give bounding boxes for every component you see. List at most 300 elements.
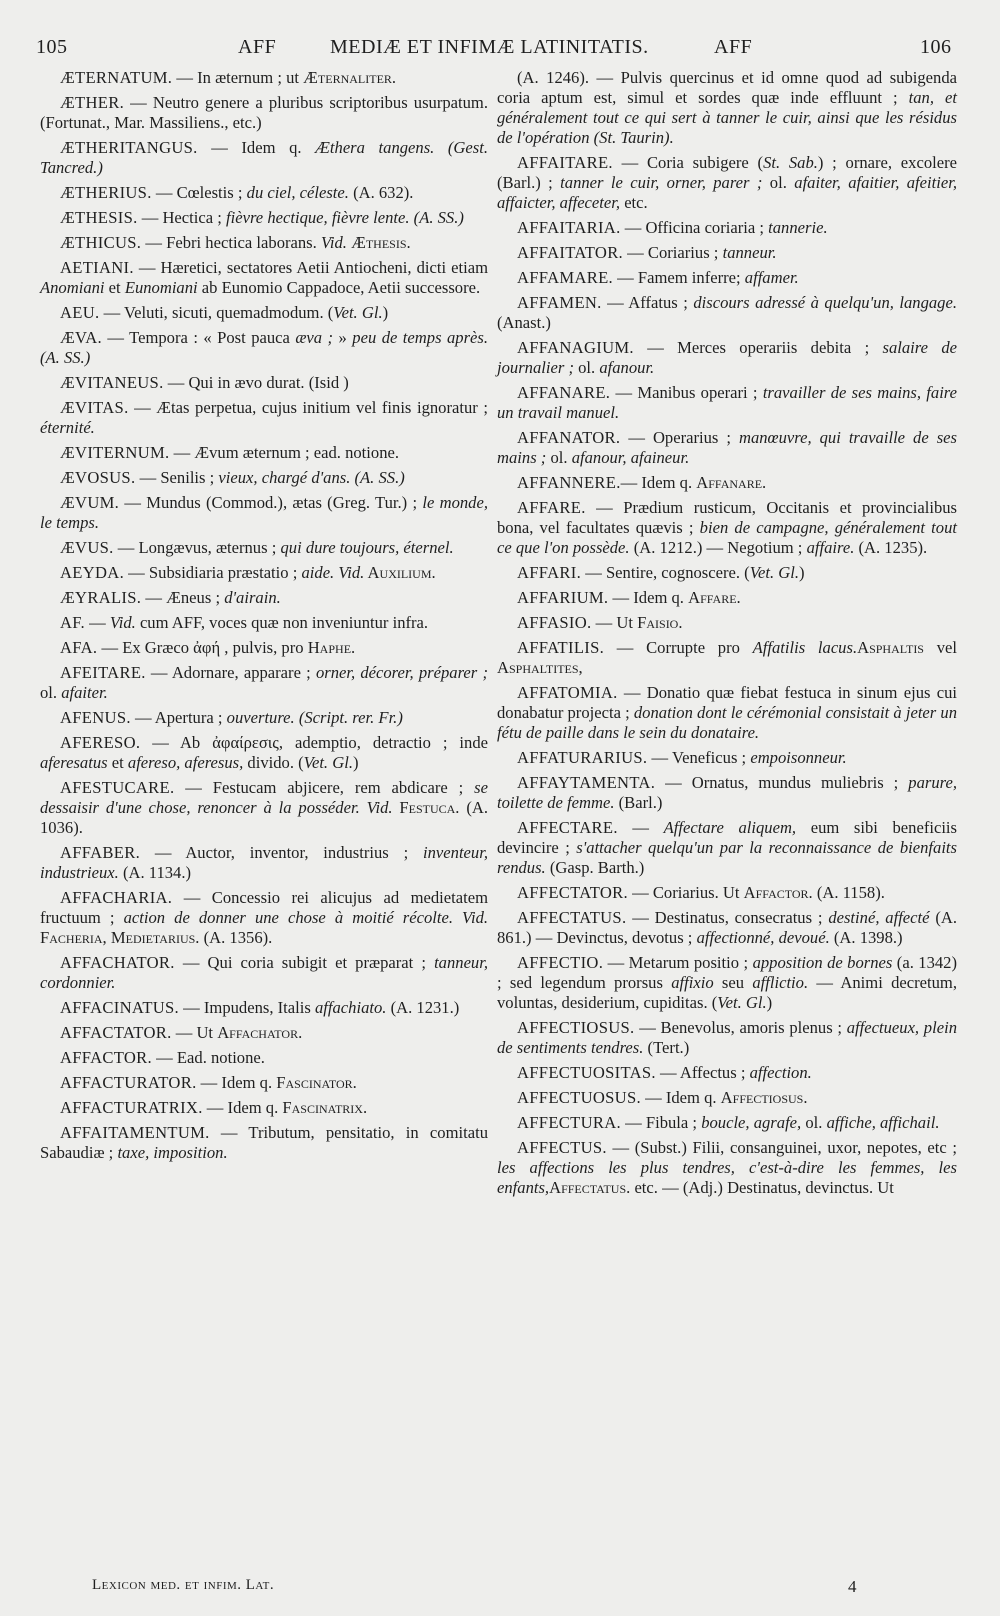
entry-definition-text: — Tributum, pensitatio, in comitatu Sabaudiæ ; xyxy=(40,1123,488,1162)
entry-headword: AFFECTUOSUS. xyxy=(517,1088,641,1107)
entry-italic-gloss: se dessaisir d'une chose, renoncer à la posséder. Vid. xyxy=(40,778,488,817)
dictionary-entry xyxy=(497,1113,957,1133)
entry-definition-text: (A. 1134.) xyxy=(118,863,192,882)
entry-definition-text: — Ab ἀφαίρεσις, ademptio, detractio ; inde xyxy=(140,733,488,752)
entry-headword: ÆTHERITANGUS. xyxy=(60,138,198,157)
entry-definition-text: — Idem q. xyxy=(202,1098,283,1117)
entry-italic-gloss: affachiato. xyxy=(314,998,387,1017)
dictionary-entry xyxy=(40,468,488,488)
entry-definition-text: — Qui in ævo durat. (Isid ) xyxy=(163,373,349,392)
entry-headword: AFFECTIOSUS. xyxy=(517,1018,635,1037)
entry-italic-gloss: tanner le cuir, orner, parer ; xyxy=(560,173,763,192)
entry-definition-text: — Officina coriaria ; xyxy=(620,218,769,237)
entry-definition-text: — Ex Græco ἀφή , pulvis, pro xyxy=(97,638,308,657)
entry-definition-text: ) xyxy=(766,993,773,1012)
entry-headword: AFFACTATOR. xyxy=(60,1023,172,1042)
entry-headword: AETIANI. xyxy=(60,258,134,277)
entry-headword: ÆTHER. xyxy=(60,93,125,112)
entry-definition-text: — Coriarius. Ut xyxy=(627,883,744,902)
entry-italic-gloss: boucle, agrafe, xyxy=(701,1113,802,1132)
entry-definition-text: — Prædium rusticum, Occitanis et provincialibus bona, vel facultates quævis ; xyxy=(497,498,957,537)
entry-italic-gloss: parure, toilette de femme. xyxy=(497,773,957,812)
entry-headword: ÆYRALIS. xyxy=(60,588,142,607)
entry-headword: AFFECTIO. xyxy=(517,953,604,972)
dictionary-entry xyxy=(497,818,957,878)
entry-definition-text: — Æneus ; xyxy=(141,588,225,607)
entry-italic-gloss: manœuvre, qui travaille de ses mains ; xyxy=(497,428,957,467)
dictionary-entry xyxy=(497,68,957,148)
entry-definition-text: — Coriarius ; xyxy=(623,243,723,262)
entry-definition-text: — Corrupte pro xyxy=(604,638,753,657)
dictionary-entry xyxy=(497,683,957,743)
dictionary-entry xyxy=(40,208,488,228)
entry-italic-gloss: salaire de journalier ; xyxy=(497,338,957,377)
entry-definition-text: (A. 1398.) xyxy=(829,928,903,947)
header-guide-word-right: AFF xyxy=(714,36,753,58)
entry-headword: AFFANARE. xyxy=(517,383,611,402)
dictionary-entry xyxy=(40,1123,488,1163)
dictionary-entry xyxy=(40,613,488,633)
header-title: MEDIÆ ET INFIMÆ LATINITATIS. xyxy=(330,36,649,58)
dictionary-entry xyxy=(497,473,957,493)
dictionary-entry xyxy=(497,428,957,468)
dictionary-entry xyxy=(497,613,957,633)
entry-headword: AFFECTURA. xyxy=(517,1113,621,1132)
dictionary-entry xyxy=(497,588,957,608)
entry-headword: AFFACTURATRIX. xyxy=(60,1098,203,1117)
entry-italic-gloss: æva ; xyxy=(295,328,334,347)
entry-italic-gloss: afaiter, afaitier, afeitier, affaicter, affeceter, xyxy=(497,173,957,212)
entry-definition-text: — Neutro genere a pluribus scriptoribus usurpatum. (Fortunat., Mar. Massiliens., etc.) xyxy=(40,93,488,132)
footer-sheet-number: 4 xyxy=(848,1577,857,1596)
entry-definition-text: — Donatio quæ fiebat festuca in sinum ejus cui donabatur projecta ; xyxy=(497,683,957,722)
entry-headword: AEU. xyxy=(60,303,100,322)
entry-headword: AFFACTURATOR. xyxy=(60,1073,197,1092)
entry-headword: ÆTHESIS. xyxy=(60,208,138,227)
entry-italic-gloss: taxe, imposition. xyxy=(117,1143,228,1162)
entry-definition-text: (A. 1212.) — Negotium ; xyxy=(629,538,807,557)
entry-definition-text: (A. 632). xyxy=(348,183,414,202)
entry-definition-text: — Apertura ; xyxy=(130,708,227,727)
entry-headword: AFFACTOR. xyxy=(60,1048,152,1067)
dictionary-entry xyxy=(497,498,957,558)
entry-definition-text: etc. — (Adj.) Destinatus, devinctus. Ut xyxy=(630,1178,894,1197)
entry-italic-gloss: le monde, le temps. xyxy=(40,493,488,532)
entry-headword: AFFECTARE. xyxy=(517,818,618,837)
entry-definition-text: — Manibus operari ; xyxy=(610,383,763,402)
entry-definition-text: — Impudens, Italis xyxy=(179,998,315,1017)
dictionary-entry xyxy=(40,138,488,178)
entry-headword: AFFAMARE. xyxy=(517,268,613,287)
dictionary-entry xyxy=(40,1048,488,1068)
entry-definition-text: — xyxy=(84,613,110,632)
entry-definition-text: (A. 1246). — Pulvis quercinus et id omne quod ad subigenda coria aptum est, simul et sordes quæ inde effluunt ; xyxy=(497,68,957,107)
entry-definition-text: (A. 861.) — Devinctus, devotus ; xyxy=(497,908,957,947)
entry-headword: AFFASIO. xyxy=(517,613,592,632)
entry-headword: ÆVA. xyxy=(60,328,102,347)
dictionary-entry xyxy=(40,663,488,703)
entry-definition-text: (A. 1231.) xyxy=(386,998,460,1017)
dictionary-entry xyxy=(497,563,957,583)
entry-definition-text: ) xyxy=(382,303,389,322)
entry-definition-text: — Ut xyxy=(171,1023,218,1042)
dictionary-entry xyxy=(40,493,488,533)
entry-definition-text: ol. xyxy=(762,173,795,192)
entry-definition-text: — Metarum positio ; xyxy=(603,953,753,972)
entry-italic-gloss: affectionné, devoué. xyxy=(696,928,830,947)
dictionary-entry xyxy=(497,383,957,423)
entry-headword: ÆVUS. xyxy=(60,538,114,557)
entry-headword: AFFATURARIUS. xyxy=(517,748,648,767)
entry-italic-gloss: afaiter. xyxy=(61,683,108,702)
entry-definition-text: — Hectica ; xyxy=(137,208,227,227)
entry-headword: AFFARI. xyxy=(517,563,582,582)
footer-signature: Lexicon med. et infim. Lat. xyxy=(92,1577,275,1593)
entry-definition-text: — Febri hectica laborans. xyxy=(141,233,321,252)
entry-italic-gloss: tanneur, cordonnier. xyxy=(40,953,488,992)
entry-headword: AFFANAGIUM. xyxy=(517,338,634,357)
dictionary-entry xyxy=(40,328,488,368)
entry-headword: AFFECTUOSITAS. xyxy=(517,1063,656,1082)
entry-headword: AFEITARE. xyxy=(60,663,146,682)
entry-definition-text: — Hæretici, sectatores Aetii Antiocheni, dicti etiam xyxy=(133,258,488,277)
entry-cross-reference: Affare. xyxy=(688,588,741,607)
entry-definition-text: — Ead. notione. xyxy=(152,1048,265,1067)
entry-italic-gloss: Vet. Gl. xyxy=(717,993,767,1012)
entry-definition-text: ol. xyxy=(546,448,572,467)
right-column xyxy=(497,68,957,1203)
entry-italic-gloss: qui dure toujours, éternel. xyxy=(280,538,454,557)
entry-definition-text: ) xyxy=(799,563,805,582)
page-number-left: 105 xyxy=(36,36,68,58)
entry-definition-text: divido. ( xyxy=(243,753,304,772)
entry-italic-gloss: affaire. xyxy=(806,538,855,557)
entry-definition-text: — Benevolus, amoris plenus ; xyxy=(634,1018,847,1037)
entry-headword: AFFECTUS. xyxy=(517,1138,607,1157)
dictionary-entry xyxy=(40,778,488,838)
entry-definition-text: — (Subst.) Filii, consanguinei, uxor, nepotes, etc ; xyxy=(606,1138,957,1157)
entry-definition-text: — Idem q. xyxy=(608,588,689,607)
entry-italic-gloss: afanour. xyxy=(599,358,655,377)
dictionary-entry xyxy=(40,258,488,298)
entry-headword: ÆTHICUS. xyxy=(60,233,142,252)
entry-italic-gloss: fièvre hectique, fièvre lente. (A. SS.) xyxy=(226,208,464,227)
entry-definition-text: — Sentire, cognoscere. ( xyxy=(581,563,750,582)
dictionary-entry xyxy=(40,563,488,583)
entry-definition-text: (A. 1356). xyxy=(199,928,273,947)
dictionary-entry xyxy=(497,293,957,333)
dictionary-entry xyxy=(497,748,957,768)
dictionary-entry xyxy=(497,268,957,288)
entry-cross-reference: Asphaltis xyxy=(857,638,924,657)
dictionary-entry xyxy=(497,1063,957,1083)
entry-definition-text: (A. 1036). xyxy=(40,798,488,837)
entry-italic-gloss: discours adressé à quelqu'un, langage. xyxy=(693,293,957,312)
header-guide-word-left: AFF xyxy=(238,36,277,58)
entry-definition-text: et xyxy=(104,278,125,297)
dictionary-entry xyxy=(40,68,488,88)
entry-italic-gloss: apposition de bornes xyxy=(752,953,893,972)
entry-headword: ÆVUM. xyxy=(60,493,120,512)
dictionary-entry xyxy=(40,1023,488,1043)
entry-definition-text: (a. 1342) ; sed legendum prorsus xyxy=(497,953,957,992)
entry-headword: AFERESO. xyxy=(60,733,141,752)
entry-definition-text: (A. 1235). xyxy=(854,538,928,557)
entry-headword: AEYDA. xyxy=(60,563,125,582)
dictionary-entry xyxy=(497,773,957,813)
entry-italic-gloss: affixio xyxy=(671,973,714,992)
entry-headword: AFFAMEN. xyxy=(517,293,602,312)
entry-headword: AFA. xyxy=(60,638,98,657)
entry-headword: AFESTUCARE. xyxy=(60,778,175,797)
entry-italic-gloss: peu de temps après. (A. SS.) xyxy=(40,328,489,367)
running-header xyxy=(0,36,1000,66)
entry-headword: ÆTHERIUS. xyxy=(60,183,152,202)
entry-definition-text: — Operarius ; xyxy=(620,428,739,447)
entry-italic-gloss: Affatilis lacus. xyxy=(752,638,858,657)
dictionary-entry xyxy=(40,373,488,393)
entry-definition-text: ) xyxy=(352,753,359,772)
entry-definition-text: (Tert.) xyxy=(643,1038,690,1057)
entry-cross-reference: Facheria, Medietarius. xyxy=(40,928,200,947)
dictionary-entry xyxy=(40,1073,488,1093)
entry-headword: AFENUS. xyxy=(60,708,131,727)
entry-italic-gloss: les affections les plus tendres, c'est-à-dire les femmes, les enfants, xyxy=(497,1158,957,1197)
entry-headword: AFFANNERE. xyxy=(517,473,621,492)
dictionary-entry xyxy=(497,1088,957,1108)
entry-headword: AFFECTATUS. xyxy=(517,908,627,927)
entry-cross-reference: Faisio. xyxy=(637,613,683,632)
entry-italic-gloss: aide. Vid. xyxy=(301,563,365,582)
entry-italic-gloss: éternité. xyxy=(40,418,95,437)
entry-headword: ÆTERNATUM. xyxy=(60,68,173,87)
dictionary-entry xyxy=(40,733,488,773)
entry-definition-text: ol. xyxy=(573,358,600,377)
entry-definition-text: — Cœlestis ; xyxy=(151,183,247,202)
entry-definition-text: — Destinatus, consecratus ; xyxy=(626,908,829,927)
entry-italic-gloss: bien de campagne, généralement tout ce que l'on possède. xyxy=(497,518,957,557)
entry-definition-text: (Barl.) xyxy=(614,793,663,812)
entry-italic-gloss: vieux, chargé d'ans. (A. SS.) xyxy=(218,468,405,487)
entry-italic-gloss: du ciel, céleste. xyxy=(246,183,349,202)
entry-headword: AFFACHARIA. xyxy=(60,888,173,907)
entry-cross-reference: Affectiosus. xyxy=(720,1088,808,1107)
entry-cross-reference: Affactor. xyxy=(743,883,813,902)
page-number-right: 106 xyxy=(920,36,952,58)
entry-italic-gloss: empoisonneur. xyxy=(750,748,847,767)
dictionary-entry xyxy=(40,398,488,438)
entry-cross-reference: Affanare. xyxy=(696,473,767,492)
dictionary-entry xyxy=(497,153,957,213)
entry-cross-reference: Affachator. xyxy=(217,1023,303,1042)
entry-italic-gloss: affectueux, plein de sentiments tendres. xyxy=(497,1018,957,1057)
dictionary-entry xyxy=(40,888,488,948)
entry-italic-gloss: affection. xyxy=(749,1063,812,1082)
entry-italic-gloss: afflictio. xyxy=(752,973,809,992)
entry-headword: AFFAITARE. xyxy=(517,153,613,172)
entry-italic-gloss: s'attacher quelqu'un par la reconnaissance de bienfaits rendus. xyxy=(497,838,958,877)
entry-definition-text: — Fibula ; xyxy=(620,1113,702,1132)
entry-italic-gloss: Affectare aliquem, xyxy=(663,818,797,837)
entry-definition-text: — Ævum æternum ; ead. notione. xyxy=(169,443,400,462)
entry-definition-text: — Idem q. xyxy=(620,473,697,492)
entry-italic-gloss: Vet. Gl. xyxy=(333,303,383,322)
entry-definition-text: — Idem q. xyxy=(196,1073,277,1092)
entry-definition-text: — Ætas perpetua, cujus initium vel finis ignoratur ; xyxy=(128,398,488,417)
entry-headword: AFFAITARIA. xyxy=(517,218,621,237)
entry-headword: ÆVITANEUS. xyxy=(60,373,164,392)
entry-definition-text: ol. xyxy=(801,1113,827,1132)
entry-definition-text: ab Eunomio Cappadoce, Aetii successore. xyxy=(197,278,481,297)
entry-italic-gloss: inventeur, industrieux. xyxy=(40,843,488,882)
entry-definition-text: — Festucam abjicere, rem abdicare ; xyxy=(174,778,475,797)
entry-headword: AFFECTATOR. xyxy=(517,883,628,902)
entry-definition-text: — In æternum ; ut xyxy=(172,68,304,87)
entry-definition-text: et xyxy=(107,753,128,772)
dictionary-entry xyxy=(497,953,957,1013)
dictionary-entry xyxy=(497,338,957,378)
entry-definition-text: — Senilis ; xyxy=(135,468,219,487)
entry-headword: AFFABER. xyxy=(60,843,141,862)
entry-definition-text: — Affatus ; xyxy=(601,293,694,312)
entry-definition-text: vel xyxy=(924,638,957,657)
entry-headword: AFFARE. xyxy=(517,498,586,517)
dictionary-entry xyxy=(497,908,957,948)
entry-headword: AFFARIUM. xyxy=(517,588,609,607)
dictionary-entry xyxy=(40,1098,488,1118)
entry-cross-reference: Asphaltites, xyxy=(497,658,583,677)
entry-definition-text: (A. 1158). xyxy=(812,883,885,902)
entry-definition-text: — Animi decretum, voluntas, desiderium, cupiditas. ( xyxy=(497,973,957,1012)
entry-italic-gloss: aferesatus xyxy=(40,753,108,772)
entry-definition-text: — xyxy=(617,818,664,837)
entry-cross-reference: Fascinatrix. xyxy=(282,1098,368,1117)
entry-headword: AFFANATOR. xyxy=(517,428,621,447)
dictionary-entry xyxy=(497,1018,957,1058)
entry-definition-text: cum AFF, voces quæ non inveniuntur infra. xyxy=(135,613,429,632)
entry-italic-gloss: afereso, aferesus, xyxy=(127,753,244,772)
entry-italic-gloss: affamer. xyxy=(744,268,799,287)
dictionary-entry xyxy=(40,233,488,253)
entry-definition-text: — Veneficus ; xyxy=(647,748,751,767)
entry-italic-gloss: Æthera tangens. (Gest. Tancred.) xyxy=(40,138,488,177)
entry-headword: AFFACHATOR. xyxy=(60,953,175,972)
entry-italic-gloss: affiche, affichail. xyxy=(826,1113,940,1132)
entry-italic-gloss: Vid. xyxy=(320,233,347,252)
entry-italic-gloss: Vet. Gl. xyxy=(303,753,353,772)
dictionary-entry xyxy=(40,303,488,323)
entry-italic-gloss: donation dont le cérémonial consistait à jeter un fétu de paille dans le sein du donataire. xyxy=(497,703,958,742)
entry-headword: AFFAYTAMENTA. xyxy=(517,773,656,792)
dictionary-entry xyxy=(40,538,488,558)
entry-headword: AFFATILIS. xyxy=(517,638,605,657)
entry-headword: AFFAITATOR. xyxy=(517,243,624,262)
dictionary-entry xyxy=(497,218,957,238)
entry-cross-reference: Æternaliter. xyxy=(303,68,397,87)
entry-definition-text: ol. xyxy=(40,683,62,702)
entry-italic-gloss: travailler de ses mains, faire un travail manuel. xyxy=(497,383,958,422)
dictionary-entry xyxy=(497,1138,957,1198)
entry-cross-reference: Haphe. xyxy=(307,638,356,657)
entry-italic-gloss: afanour, afaineur. xyxy=(571,448,690,467)
entry-definition-text: — Subsidiaria præstatio ; xyxy=(124,563,302,582)
entry-italic-gloss: Vet. Gl. xyxy=(749,563,800,582)
entry-italic-gloss: Anomiani xyxy=(40,278,105,297)
entry-italic-gloss: destiné, affecté xyxy=(828,908,930,927)
dictionary-entry xyxy=(40,93,488,133)
entry-italic-gloss: ouverture. (Script. rer. Fr.) xyxy=(226,708,403,727)
entry-definition-text: — Veluti, sicuti, quemadmodum. ( xyxy=(99,303,334,322)
dictionary-entry xyxy=(40,588,488,608)
entry-definition-text: — Mundus (Commod.), ætas (Greg. Tur.) ; xyxy=(119,493,423,512)
entry-definition-text: seu xyxy=(713,973,753,992)
entry-definition-text: » xyxy=(333,328,353,347)
entry-definition-text: — Merces operariis debita ; xyxy=(633,338,883,357)
entry-headword: ÆVITAS. xyxy=(60,398,129,417)
entry-definition-text: — Coria subigere ( xyxy=(612,153,764,172)
entry-definition-text: — Affectus ; xyxy=(655,1063,750,1082)
entry-definition-text: eum sibi beneficiis devincire ; xyxy=(497,818,957,857)
entry-cross-reference: Festuca. xyxy=(392,798,460,817)
entry-cross-reference: Fascinator. xyxy=(276,1073,357,1092)
entry-definition-text: (Anast.) xyxy=(497,313,551,332)
dictionary-entry xyxy=(497,243,957,263)
entry-definition-text: — Auctor, inventor, industrius ; xyxy=(140,843,424,862)
dictionary-entry xyxy=(40,638,488,658)
entry-italic-gloss: Vid. xyxy=(109,613,136,632)
entry-italic-gloss: orner, décorer, préparer ; xyxy=(315,663,488,682)
entry-headword: AF. xyxy=(60,613,85,632)
entry-italic-gloss: Eunomiani xyxy=(124,278,198,297)
entry-cross-reference: Auxilium. xyxy=(364,563,436,582)
entry-headword: AFFAITAMENTUM. xyxy=(60,1123,210,1142)
entry-definition-text: — Tempora : « Post pauca xyxy=(101,328,296,347)
left-column xyxy=(40,68,488,1168)
entry-definition-text: (Gasp. Barth.) xyxy=(545,858,645,877)
entry-headword: ÆVITERNUM. xyxy=(60,443,170,462)
entry-definition-text: — Ornatus, mundus muliebris ; xyxy=(655,773,909,792)
entry-definition-text: — Qui coria subigit et præparat ; xyxy=(174,953,435,972)
dictionary-entry xyxy=(40,708,488,728)
entry-headword: ÆVOSUS. xyxy=(60,468,136,487)
entry-italic-gloss: action de donner une chose à moitié récolte. Vid. xyxy=(123,908,489,927)
dictionary-entry xyxy=(40,998,488,1018)
entry-definition-text: — Famem inferre; xyxy=(612,268,745,287)
entry-headword: AFFACINATUS. xyxy=(60,998,180,1017)
entry-headword: AFFATOMIA. xyxy=(517,683,618,702)
entry-definition-text: etc. xyxy=(620,193,648,212)
entry-definition-text: — Ut xyxy=(591,613,638,632)
entry-definition-text: — Idem q. xyxy=(197,138,316,157)
entry-italic-gloss: St. Sab. xyxy=(763,153,818,172)
entry-italic-gloss: tannerie. xyxy=(768,218,828,237)
entry-cross-reference: Affectatus. xyxy=(549,1178,631,1197)
entry-italic-gloss: d'airain. xyxy=(224,588,281,607)
dictionary-entry xyxy=(40,443,488,463)
entry-italic-gloss: tan, et généralement tout ce qui sert à tanner le cuir, ainsi que les résidus de l'opération (St. Taurin). xyxy=(497,88,957,147)
entry-definition-text: — Concessio rei alicujus ad medietatem fructuum ; xyxy=(40,888,488,927)
dictionary-entry xyxy=(497,883,957,903)
entry-italic-gloss: tanneur. xyxy=(722,243,777,262)
entry-definition-text: ) ; ornare, excolere (Barl.) ; xyxy=(497,153,957,192)
entry-cross-reference: Æthesis. xyxy=(346,233,411,252)
dictionary-entry xyxy=(40,953,488,993)
entry-definition-text: — Idem q. xyxy=(640,1088,721,1107)
dictionary-entry xyxy=(40,843,488,883)
dictionary-entry xyxy=(497,638,957,678)
entry-definition-text: — Adornare, apparare ; xyxy=(145,663,316,682)
dictionary-entry xyxy=(40,183,488,203)
